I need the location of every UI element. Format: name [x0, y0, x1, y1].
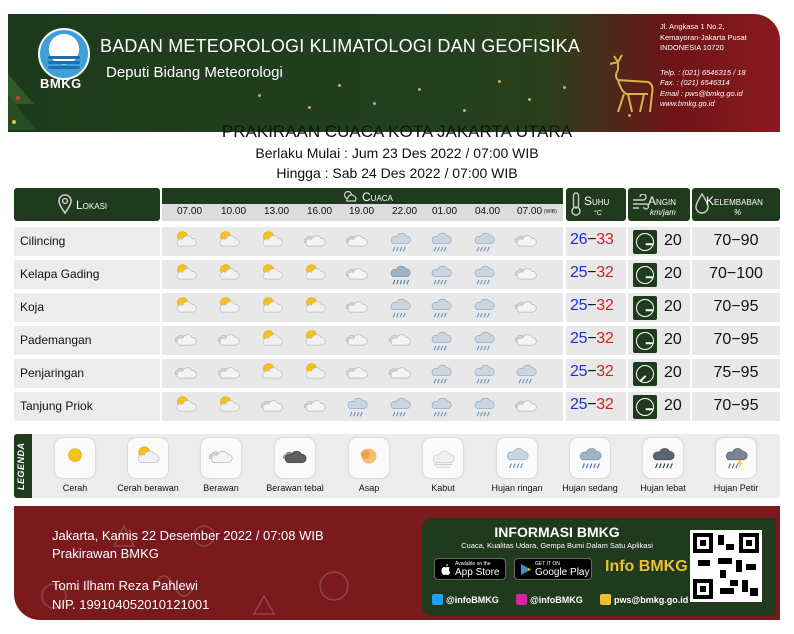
legend	[14, 434, 780, 498]
temp-min: 25	[570, 363, 588, 380]
berawan-icon	[343, 295, 371, 319]
location-cell	[14, 260, 160, 289]
wind-icon	[631, 194, 649, 212]
wind-direction-icon	[633, 329, 657, 353]
cerah-berawan-icon	[258, 229, 286, 253]
cerah-berawan-icon	[172, 262, 200, 286]
wind-speed: 20	[664, 232, 682, 249]
header-kelembaban-label: Kelembaban	[706, 194, 763, 208]
humidity-value: 75−95	[713, 364, 759, 381]
temp-max: 32	[596, 264, 614, 281]
time-slot: 13.00	[264, 206, 290, 217]
cerah-berawan-icon	[172, 229, 200, 253]
hujan-ringan-icon	[470, 262, 498, 286]
berawan-icon	[512, 262, 540, 286]
temp-min: 25	[570, 264, 588, 281]
address-line: Kemayoran-Jakarta Pusat	[660, 32, 747, 42]
header-suhu-label: Suhu	[584, 194, 610, 208]
temp-max: 32	[596, 363, 614, 380]
cerah-berawan-icon	[258, 361, 286, 385]
cerah-berawan-icon	[301, 262, 329, 286]
thermometer-icon	[570, 192, 582, 216]
legend-item-label: Berawan	[203, 483, 239, 493]
google-play-label: Google Play	[535, 567, 590, 578]
berawan-icon	[512, 229, 540, 253]
logo-text: BMKG	[40, 76, 82, 91]
table-row	[14, 227, 780, 256]
email-icon	[600, 594, 611, 605]
temperature-cell: 25−32	[566, 359, 626, 388]
header-lokasi	[14, 188, 160, 221]
deputy-name: Deputi Bidang Meteorologi	[106, 64, 283, 81]
cerah-berawan-icon	[215, 394, 243, 418]
hujan-ringan-icon	[427, 361, 455, 385]
temp-max: 32	[596, 396, 614, 413]
hujan-ringan-icon	[386, 295, 414, 319]
hujan-ringan-icon	[470, 394, 498, 418]
google-play-icon	[520, 563, 532, 576]
sun-cloud-icon	[342, 189, 358, 203]
location-cell	[14, 293, 160, 322]
weather-cell	[162, 227, 563, 256]
legend-item-label: Cerah	[62, 483, 88, 493]
twitter-handle: @infoBMKG	[446, 595, 499, 605]
time-slot: 22.00	[392, 206, 418, 217]
twitter-icon	[432, 594, 443, 605]
legend-item-label: Hujan lebat	[640, 483, 686, 493]
legend-item	[184, 438, 258, 493]
apple-icon	[440, 563, 452, 576]
issued-datetime: Jakarta, Kamis 22 Desember 2022 / 07:08 WIB	[52, 528, 324, 543]
humidity-value: 70−90	[713, 232, 759, 249]
angin-unit: km/jam	[650, 208, 676, 217]
cerah-berawan-icon	[258, 295, 286, 319]
temperature-cell: 25−32	[566, 260, 626, 289]
hujan-ringan-icon	[343, 394, 371, 418]
cerah-berawan-icon	[215, 295, 243, 319]
website-link[interactable]: www.bmkg.go.id	[660, 99, 715, 108]
header-banner	[8, 14, 780, 132]
weather-cell	[162, 326, 563, 355]
info-title: INFORMASI BMKG	[494, 524, 620, 540]
legend-item-label: Hujan ringan	[491, 483, 543, 493]
table-row	[14, 293, 780, 322]
temp-max: 32	[596, 297, 614, 314]
temperature-cell: 26−33	[566, 227, 626, 256]
temperature-cell: 25−32	[566, 326, 626, 355]
forecaster-nip: NIP. 199104052010121001	[52, 597, 210, 612]
footer	[14, 506, 780, 620]
hujan-ringan-icon	[470, 328, 498, 352]
legend-item	[38, 438, 112, 493]
fax: Fax. : (021) 6546314	[660, 78, 730, 87]
valid-until: Hingga : Sab 24 Des 2022 / 07:00 WIB	[276, 165, 518, 181]
header-cuaca	[162, 188, 563, 221]
hujan-ringan-icon	[502, 444, 532, 470]
berawan-icon	[258, 394, 286, 418]
legend-item-label: Cerah berawan	[117, 483, 179, 493]
wind-cell	[628, 293, 690, 322]
temp-max: 33	[596, 231, 614, 248]
info-subtitle: Cuaca, Kualitas Udara, Gempa Bumi Dalam Satu Aplikasi	[461, 541, 653, 550]
berawan-icon	[343, 229, 371, 253]
temp-min: 26	[570, 231, 588, 248]
hujan-ringan-icon	[512, 361, 540, 385]
hujan-ringan-icon	[427, 295, 455, 319]
berawan-icon	[172, 328, 200, 352]
info-bmkg-panel	[422, 518, 776, 616]
berawan-icon	[512, 295, 540, 319]
location-cell	[14, 392, 160, 421]
instagram-icon	[516, 594, 527, 605]
temp-min: 25	[570, 330, 588, 347]
hujan-ringan-icon	[470, 229, 498, 253]
wind-direction-icon	[633, 296, 657, 320]
hujan-ringan-icon	[470, 295, 498, 319]
location-name: Koja	[20, 300, 45, 314]
app-name: Info BMKG	[605, 558, 688, 575]
legend-tab	[14, 434, 32, 498]
hujan-petir-icon	[721, 444, 751, 470]
wind-direction-icon	[633, 362, 657, 386]
cerah-berawan-icon	[215, 229, 243, 253]
location-name: Kelapa Gading	[20, 267, 100, 281]
header-cuaca-label: Cuaca	[362, 190, 393, 204]
hujan-sedang-icon	[386, 262, 414, 286]
table-row	[14, 359, 780, 388]
forecaster-role: Prakirawan BMKG	[52, 546, 159, 561]
hujan-ringan-icon	[386, 229, 414, 253]
hujan-ringan-icon	[386, 394, 414, 418]
weather-cell	[162, 293, 563, 322]
hujan-ringan-icon	[427, 229, 455, 253]
berawan-icon	[215, 328, 243, 352]
location-cell	[14, 326, 160, 355]
humidity-cell	[692, 293, 780, 322]
location-pin-icon	[58, 194, 72, 214]
cerah-berawan-icon	[301, 295, 329, 319]
phone: Telp. : (021) 6546315 / 18	[660, 67, 746, 77]
berawan-icon	[512, 394, 540, 418]
hujan-sedang-icon	[575, 444, 605, 470]
berawan-icon	[512, 328, 540, 352]
berawan-icon	[206, 444, 236, 470]
location-name: Pademangan	[20, 333, 92, 347]
temp-min: 25	[570, 297, 588, 314]
table-row	[14, 326, 780, 355]
table-row	[14, 260, 780, 289]
header-angin	[628, 188, 690, 221]
asap-icon	[354, 444, 384, 470]
legend-item-label: Hujan Petir	[713, 483, 759, 493]
berawan-icon	[343, 262, 371, 286]
location-name: Cilincing	[20, 234, 66, 248]
app-store-label: App Store	[455, 567, 500, 578]
humidity-cell	[692, 260, 780, 289]
temp-max: 32	[596, 330, 614, 347]
table-row	[14, 392, 780, 421]
berawan-icon	[386, 361, 414, 385]
hujan-ringan-icon	[427, 394, 455, 418]
email: Email : pws@bmkg.go.id	[660, 88, 743, 98]
wind-direction-icon	[633, 263, 657, 287]
cerah-berawan-icon	[215, 262, 243, 286]
weather-cell	[162, 260, 563, 289]
forecast-times	[162, 204, 563, 221]
humidity-value: 70−95	[713, 298, 759, 315]
header-lokasi-label: Lokasi	[76, 198, 108, 212]
cerah-berawan-icon	[301, 328, 329, 352]
wind-direction-icon	[633, 230, 657, 254]
weather-cell	[162, 359, 563, 388]
hujan-lebat-icon	[648, 444, 678, 470]
wind-speed: 20	[664, 397, 682, 414]
legend-item-label: Berawan tebal	[266, 483, 324, 493]
instagram-handle: @infoBMKG	[530, 595, 583, 605]
humidity-cell	[692, 392, 780, 421]
header-angin-label: Angin	[648, 194, 677, 208]
legend-item-label: Asap	[358, 483, 380, 493]
twitter-link[interactable]	[432, 594, 499, 605]
time-slot: 16.00	[307, 206, 333, 217]
legend-label: LEGENDA	[16, 442, 26, 490]
legend-item	[332, 438, 406, 493]
suhu-unit: °C	[594, 210, 602, 217]
location-name: Penjaringan	[20, 366, 85, 380]
kabut-icon	[428, 444, 458, 470]
humidity-cell	[692, 359, 780, 388]
wind-direction-icon	[633, 395, 657, 419]
timezone-label: (WIB)	[544, 209, 557, 215]
google-play-button[interactable]	[514, 558, 592, 580]
cerah-berawan-icon	[301, 361, 329, 385]
wind-speed: 20	[664, 265, 682, 282]
wind-cell	[628, 326, 690, 355]
cerah-berawan-icon	[258, 262, 286, 286]
address-line: INDONESIA 10720	[660, 43, 724, 52]
humidity-cell	[692, 326, 780, 355]
legend-item	[111, 438, 185, 493]
humidity-value: 70−95	[713, 331, 759, 348]
time-slot: 19.00	[349, 206, 375, 217]
time-slot: 07.00	[177, 206, 203, 217]
cerah-berawan-icon	[172, 394, 200, 418]
temperature-cell: 25−32	[566, 293, 626, 322]
humidity-value: 70−100	[709, 265, 763, 282]
app-store-small: Available on the	[455, 561, 491, 567]
wind-cell	[628, 392, 690, 421]
address-line: Jl. Angkasa 1 No.2,	[660, 22, 725, 31]
time-slot: 01.00	[432, 206, 458, 217]
wind-cell	[628, 227, 690, 256]
cerah-berawan-icon	[133, 444, 163, 470]
temp-min: 25	[570, 396, 588, 413]
contact-info	[660, 22, 747, 110]
legend-item	[699, 438, 773, 493]
cerah-berawan-icon	[172, 295, 200, 319]
legend-item	[480, 438, 554, 493]
wind-cell	[628, 260, 690, 289]
temperature-cell: 25−32	[566, 392, 626, 421]
wind-speed: 20	[664, 298, 682, 315]
forecaster-name: Tomi Ilham Reza Pahlewi	[52, 578, 198, 593]
humidity-cell	[692, 227, 780, 256]
wind-speed: 20	[664, 331, 682, 348]
weather-cell	[162, 392, 563, 421]
header-suhu	[566, 188, 626, 221]
berawan-tebal-icon	[280, 444, 310, 470]
wind-speed: 20	[664, 364, 682, 381]
kelembaban-unit: %	[734, 208, 742, 217]
legend-item-label: Kabut	[431, 483, 455, 493]
berawan-icon	[386, 328, 414, 352]
berawan-icon	[301, 229, 329, 253]
reindeer-icon	[588, 54, 668, 116]
location-cell	[14, 227, 160, 256]
berawan-icon	[301, 394, 329, 418]
google-play-small: GET IT ON	[535, 561, 560, 567]
berawan-icon	[343, 361, 371, 385]
legend-item	[553, 438, 627, 493]
email-address: pws@bmkg.go.id	[614, 595, 689, 605]
berawan-icon	[172, 361, 200, 385]
app-store-button[interactable]	[434, 558, 506, 580]
email-link[interactable]	[600, 594, 688, 605]
hujan-ringan-icon	[470, 361, 498, 385]
hujan-ringan-icon	[427, 328, 455, 352]
wind-cell	[628, 359, 690, 388]
legend-item-label: Hujan sedang	[562, 483, 618, 493]
time-slot: 10.00	[221, 206, 247, 217]
berawan-icon	[343, 328, 371, 352]
valid-from: Berlaku Mulai : Jum 23 Des 2022 / 07:00 WIB	[255, 145, 539, 161]
time-slot: 07.00	[517, 206, 543, 217]
qr-code[interactable]	[690, 530, 762, 602]
cerah-icon	[60, 444, 90, 470]
agency-name: BADAN METEOROLOGI KLIMATOLOGI DAN GEOFISIKA	[100, 36, 581, 56]
time-slot: 04.00	[475, 206, 501, 217]
cerah-berawan-icon	[258, 328, 286, 352]
legend-item	[258, 438, 332, 493]
berawan-icon	[215, 361, 243, 385]
location-cell	[14, 359, 160, 388]
location-name: Tanjung Priok	[20, 399, 93, 413]
header-kelembaban	[692, 188, 780, 221]
humidity-value: 70−95	[713, 397, 759, 414]
page-title: PRAKIRAAN CUACA KOTA JAKARTA UTARA	[221, 122, 573, 141]
hujan-ringan-icon	[427, 262, 455, 286]
legend-item	[406, 438, 480, 493]
instagram-link[interactable]	[516, 594, 583, 605]
legend-item	[626, 438, 700, 493]
bmkg-logo	[38, 28, 90, 80]
